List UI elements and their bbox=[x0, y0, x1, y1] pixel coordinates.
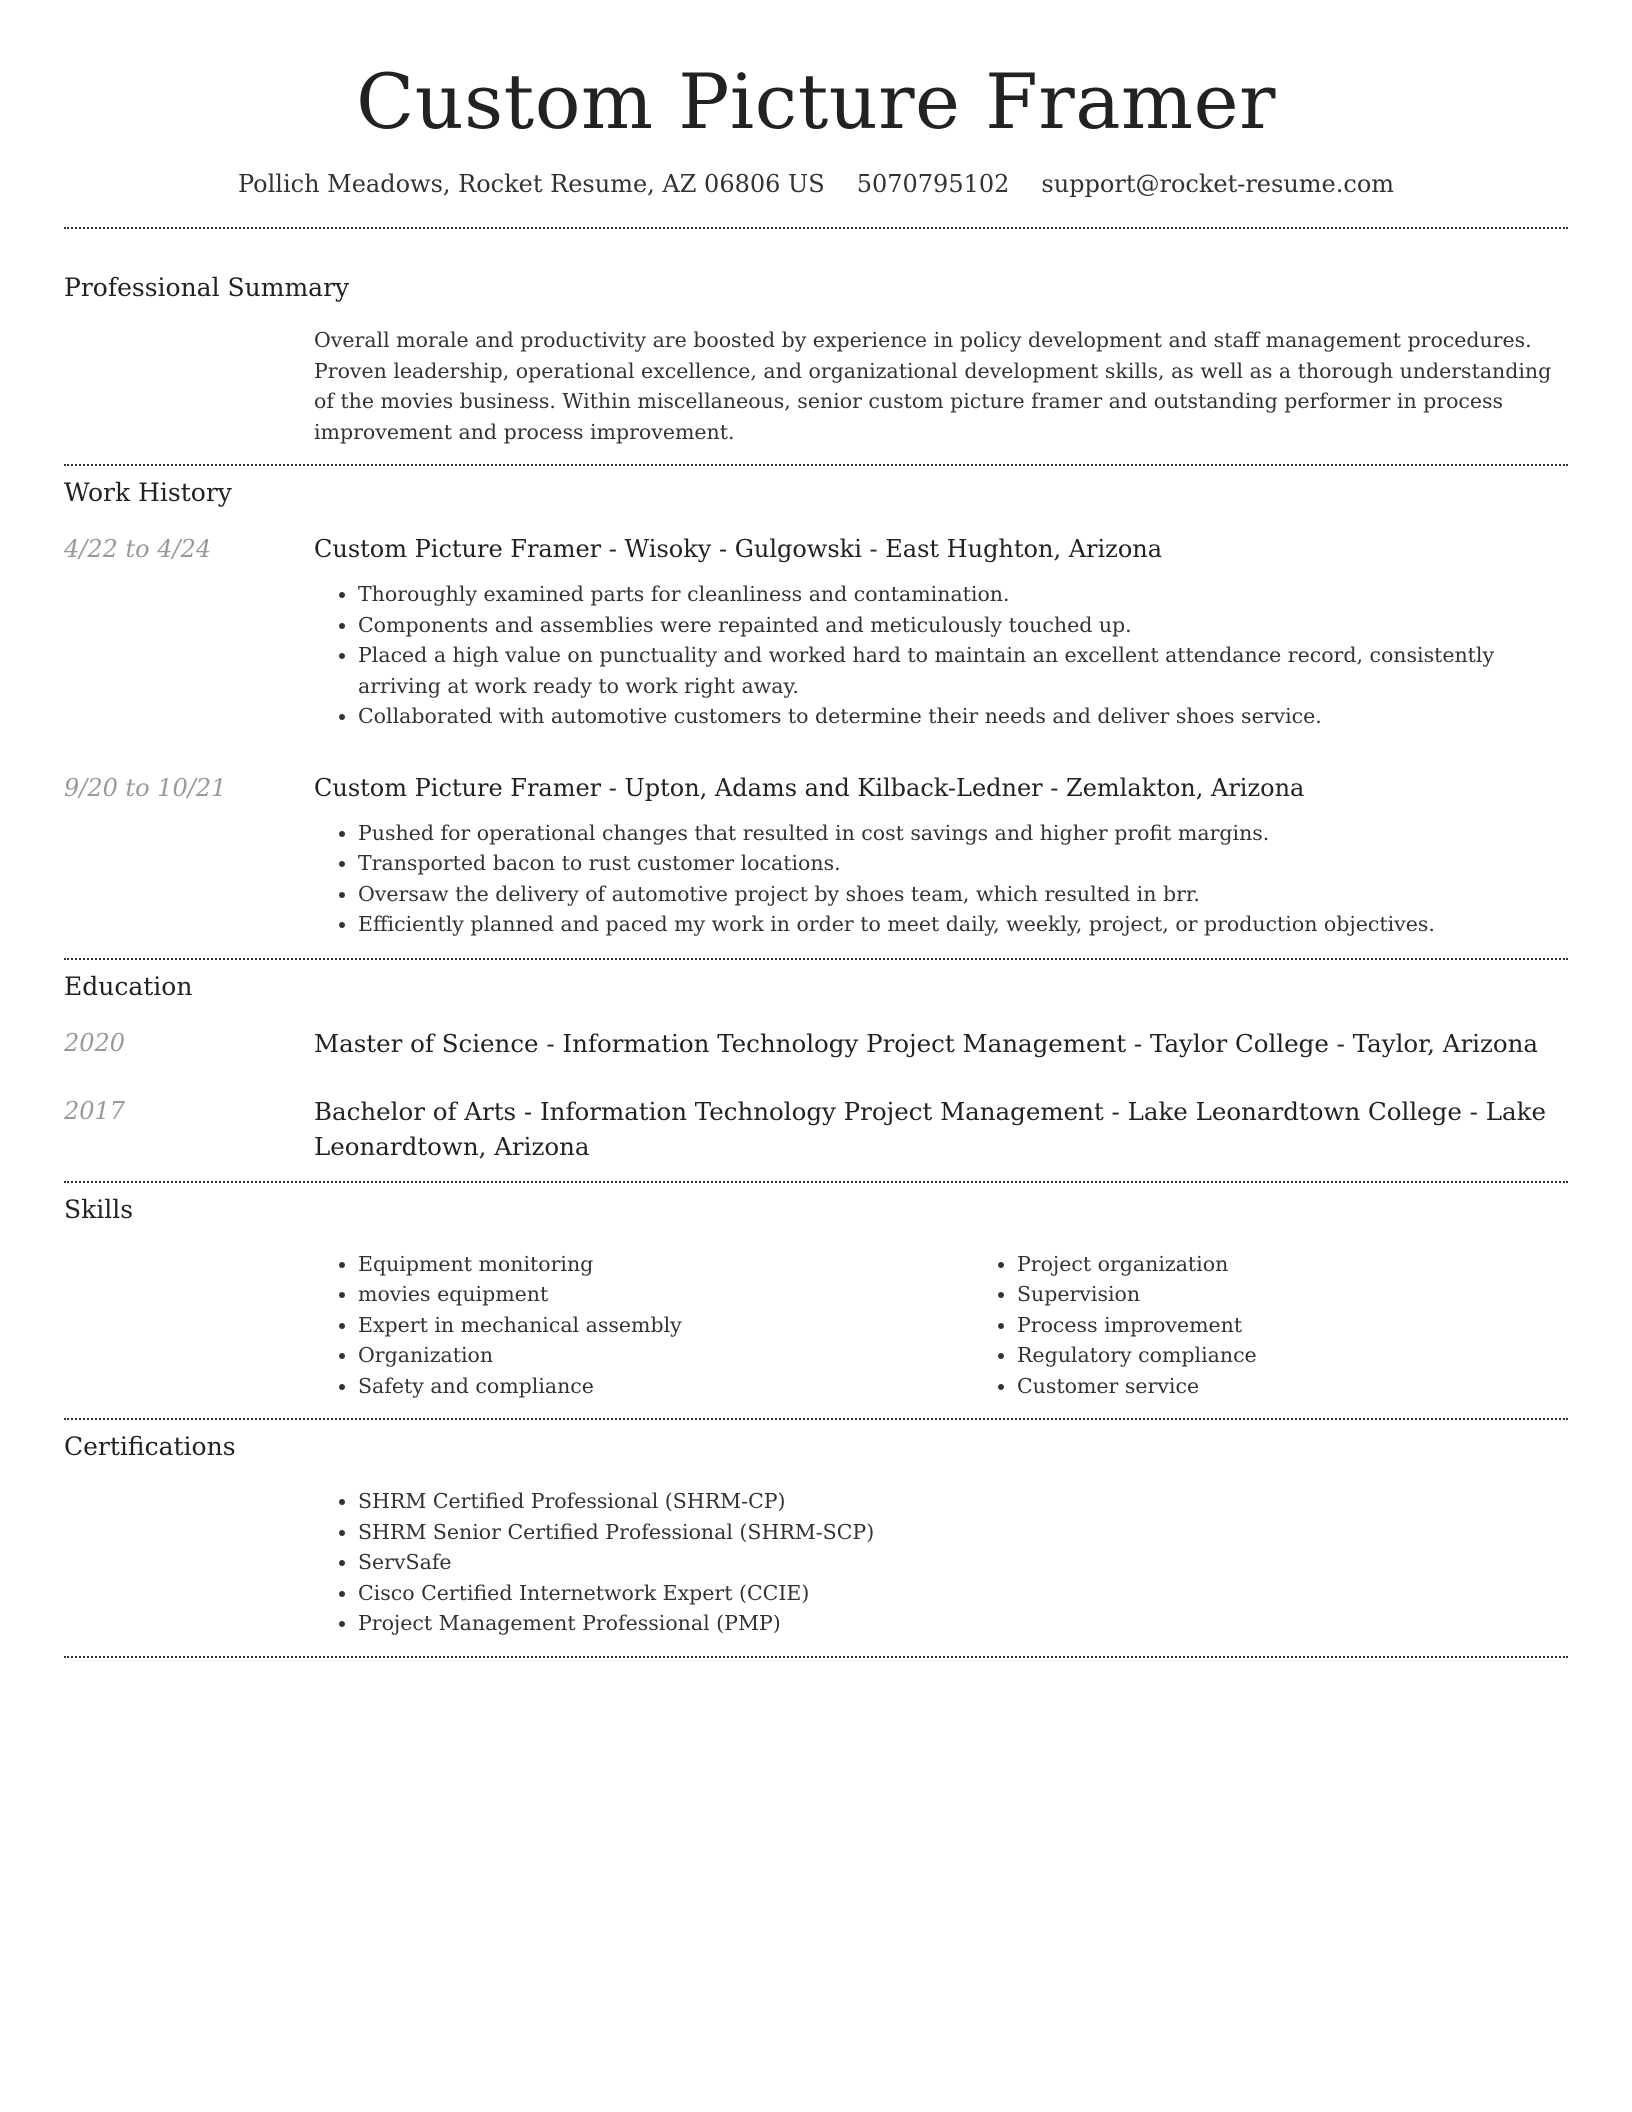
skills-section bbox=[64, 1193, 1568, 1402]
separator: - bbox=[516, 1096, 540, 1126]
job-company: Wisoky - Gulgowski bbox=[624, 535, 862, 563]
education-year: 2020 bbox=[64, 1028, 126, 1057]
job-position: Custom Picture Framer bbox=[314, 773, 602, 802]
education-degree: Bachelor of Arts bbox=[314, 1096, 517, 1126]
education-field: Information Technology Project Management bbox=[562, 1028, 1127, 1058]
divider bbox=[64, 1418, 1568, 1420]
separator: - bbox=[1461, 1096, 1486, 1126]
certification-item: • Cisco Certified Internetwork Expert (CCIE) bbox=[358, 1578, 1568, 1609]
summary-section bbox=[64, 271, 1568, 447]
education-entry bbox=[64, 1026, 1568, 1061]
job-location: Zemlakton, Arizona bbox=[1066, 773, 1305, 802]
job-bullet: • Efficiently planned and paced my work in order to meet daily, weekly, project, or production objectives. bbox=[358, 909, 1568, 940]
education-heading bbox=[314, 1026, 1568, 1061]
job-dates: 9/20 to 10/21 bbox=[64, 773, 227, 802]
certification-item: • ServSafe bbox=[358, 1547, 1568, 1578]
skills-list-right bbox=[973, 1249, 1632, 1402]
education-school: Taylor College bbox=[1150, 1028, 1329, 1058]
separator: - bbox=[601, 535, 625, 563]
education-entry bbox=[64, 1094, 1568, 1164]
skill-item: • Supervision bbox=[1017, 1279, 1632, 1310]
summary-text: Overall morale and productivity are boosted by experience in policy development and staff management procedures. Proven leadership, operational excellence, and organizational development skills, as well as a thorough understanding of the movies business. Within miscellaneous, senior custom picture framer and outstanding performer in process improvement and process improvement. bbox=[314, 328, 1552, 444]
divider bbox=[64, 1656, 1568, 1658]
job-bullets bbox=[314, 579, 1568, 732]
section-title-work: Work History bbox=[64, 478, 232, 507]
education-field: Information Technology Project Management bbox=[539, 1096, 1104, 1126]
skill-item: • Safety and compliance bbox=[358, 1371, 973, 1402]
contact-email: support@rocket-resume.com bbox=[1041, 170, 1395, 198]
job-bullet: • Transported bacon to rust customer locations. bbox=[358, 848, 1568, 879]
job-bullet: • Thoroughly examined parts for cleanliness and contamination. bbox=[358, 579, 1568, 610]
contact-phone: 5070795102 bbox=[856, 170, 1010, 198]
certifications-list bbox=[314, 1486, 1568, 1639]
section-title-summary: Professional Summary bbox=[64, 273, 350, 302]
job-bullet: • Pushed for operational changes that resulted in cost savings and higher profit margins. bbox=[358, 818, 1568, 849]
separator: - bbox=[1042, 773, 1067, 802]
resume-content bbox=[64, 0, 1568, 1658]
education-section bbox=[64, 970, 1568, 1164]
contact-line bbox=[64, 167, 1568, 201]
certification-item: • SHRM Senior Certified Professional (SHRM-SCP) bbox=[358, 1517, 1568, 1548]
section-title-certifications: Certifications bbox=[64, 1432, 236, 1461]
job-bullet: • Oversaw the delivery of automotive project by shoes team, which resulted in brr. bbox=[358, 879, 1568, 910]
certification-item: • Project Management Professional (PMP) bbox=[358, 1608, 1568, 1639]
section-title-skills: Skills bbox=[64, 1194, 134, 1224]
skill-item: • Organization bbox=[358, 1340, 973, 1371]
separator: - bbox=[538, 1028, 563, 1058]
separator: - bbox=[1328, 1028, 1353, 1058]
skill-item: • Expert in mechanical assembly bbox=[358, 1310, 973, 1341]
job-bullet: • Collaborated with automotive customers to determine their needs and deliver shoes service. bbox=[358, 701, 1568, 732]
separator: - bbox=[1103, 1096, 1128, 1126]
contact-address: Pollich Meadows, Rocket Resume, AZ 06806 US bbox=[237, 170, 825, 198]
education-school: Lake Leonardtown College bbox=[1127, 1096, 1462, 1126]
certifications-section bbox=[64, 1430, 1568, 1639]
section-title-education: Education bbox=[64, 971, 193, 1001]
education-year: 2017 bbox=[64, 1096, 126, 1125]
skill-item: • Process improvement bbox=[1017, 1310, 1632, 1341]
divider bbox=[64, 464, 1568, 466]
skill-item: • Regulatory compliance bbox=[1017, 1340, 1632, 1371]
resume-name: Custom Picture Framer bbox=[356, 57, 1276, 146]
job-entry bbox=[64, 771, 1568, 940]
job-bullets bbox=[314, 818, 1568, 940]
job-location: East Hughton, Arizona bbox=[885, 535, 1163, 563]
job-heading bbox=[314, 532, 1568, 566]
job-position: Custom Picture Framer bbox=[314, 535, 602, 563]
skills-list-left bbox=[314, 1249, 973, 1402]
job-dates: 4/22 to 4/24 bbox=[64, 535, 212, 563]
separator: - bbox=[1126, 1028, 1150, 1058]
skill-item: • Equipment monitoring bbox=[358, 1249, 973, 1280]
divider bbox=[64, 958, 1568, 960]
divider bbox=[64, 1181, 1568, 1183]
education-location: Taylor, Arizona bbox=[1352, 1028, 1539, 1058]
separator: - bbox=[861, 535, 886, 563]
education-heading bbox=[314, 1094, 1568, 1164]
divider bbox=[64, 227, 1568, 229]
job-heading bbox=[314, 771, 1568, 805]
job-company: Upton, Adams and Kilback-Ledner bbox=[624, 773, 1043, 802]
certification-item: • SHRM Certified Professional (SHRM-CP) bbox=[358, 1486, 1568, 1517]
skill-item: • Customer service bbox=[1017, 1371, 1632, 1402]
work-section bbox=[64, 476, 1568, 940]
skill-item: • Project organization bbox=[1017, 1249, 1632, 1280]
skill-item: • movies equipment bbox=[358, 1279, 973, 1310]
separator: - bbox=[601, 773, 625, 802]
job-bullet: • Placed a high value on punctuality and worked hard to maintain an excellent attendance record, consistently arriving at work ready to work right away. bbox=[358, 640, 1568, 701]
education-location: Lake Leonardtown, Arizona bbox=[314, 1096, 1546, 1161]
job-bullet: • Components and assemblies were repainted and meticulously touched up. bbox=[358, 610, 1568, 641]
education-degree: Master of Science bbox=[314, 1028, 539, 1058]
job-entry bbox=[64, 532, 1568, 732]
